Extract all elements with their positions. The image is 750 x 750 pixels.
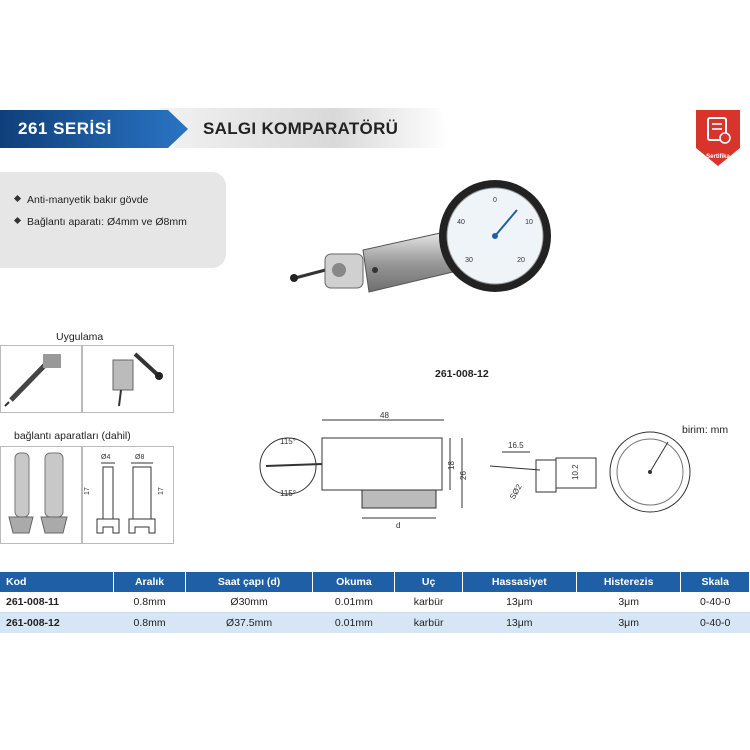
- attachment-drawing: [82, 446, 174, 544]
- product-photo: [285, 180, 565, 310]
- bullet-icon: [14, 217, 21, 224]
- table-cell: 3μm: [576, 592, 681, 613]
- col-header: Histerezis: [576, 572, 681, 592]
- table-cell: 0.01mm: [313, 592, 395, 613]
- table-cell: Ø37.5mm: [185, 613, 313, 634]
- application-photo: [0, 345, 82, 413]
- page-title: SALGI KOMPARATÖRÜ: [203, 119, 399, 138]
- bullet-icon: [14, 195, 21, 202]
- dial-number: 10: [525, 219, 533, 226]
- dim-angle1: 115°: [280, 437, 296, 446]
- dim-label: 17: [84, 487, 91, 495]
- table-cell: Ø30mm: [185, 592, 313, 613]
- table-cell: 0.8mm: [114, 592, 186, 613]
- col-header: Uç: [395, 572, 462, 592]
- feature-item: Anti-manyetik bakır gövde: [15, 194, 148, 206]
- col-header: Kod: [0, 572, 114, 592]
- table-cell: 261-008-12: [0, 613, 114, 634]
- series-label: 261 SERİSİ: [18, 119, 112, 138]
- application-label: Uygulama: [56, 331, 104, 343]
- front-view-drawing: [250, 410, 470, 530]
- feature-item: Bağlantı aparatı: Ø4mm ve Ø8mm: [15, 216, 187, 228]
- dim-tip-dia: SØ2: [507, 482, 524, 501]
- dial-number: 30: [465, 257, 473, 264]
- table-cell: 3μm: [576, 613, 681, 634]
- col-header: Okuma: [313, 572, 395, 592]
- dim-angle2: 115°: [280, 489, 296, 498]
- certificate-label: Sertifika: [706, 154, 730, 160]
- table-cell: 0.01mm: [313, 613, 395, 634]
- table-row: [0, 613, 750, 634]
- col-header: Aralık: [114, 572, 186, 592]
- dim-diameter: d: [396, 521, 401, 530]
- dial-number: 0: [493, 197, 497, 204]
- dim-label: Ø8: [135, 454, 145, 461]
- unit-note: birim: mm: [682, 424, 729, 436]
- dim-length: 48: [380, 411, 389, 420]
- feature-list: [0, 172, 226, 268]
- dim-label: 17: [158, 487, 165, 495]
- col-header: Skala: [681, 572, 750, 592]
- model-label: 261-008-12: [435, 368, 489, 380]
- spec-table: [0, 572, 750, 633]
- table-cell: 0.8mm: [114, 613, 186, 634]
- dim-label: Ø4: [101, 454, 111, 461]
- table-cell: 0-40-0: [681, 613, 750, 634]
- dim-side-height: 10.2: [571, 464, 580, 480]
- dial-number: 40: [457, 219, 465, 226]
- dim-height1: 18: [447, 461, 456, 470]
- attachment-photo: [0, 446, 82, 544]
- dial-number: 20: [517, 257, 525, 264]
- table-cell: 13μm: [462, 592, 576, 613]
- table-cell: karbür: [395, 613, 462, 634]
- table-cell: 261-008-11: [0, 592, 114, 613]
- application-photo: [82, 345, 174, 413]
- table-cell: karbür: [395, 592, 462, 613]
- table-cell: 13μm: [462, 613, 576, 634]
- dim-height2: 26: [459, 471, 468, 480]
- table-header-row: [0, 572, 750, 592]
- table-cell: 0-40-0: [681, 592, 750, 613]
- col-header: Hassasiyet: [462, 572, 576, 592]
- table-row: [0, 592, 750, 613]
- attachments-label: bağlantı aparatları (dahil): [14, 430, 131, 442]
- col-header: Saat çapı (d): [185, 572, 313, 592]
- side-view-drawing: [480, 430, 700, 526]
- dim-side-width: 16.5: [508, 441, 524, 450]
